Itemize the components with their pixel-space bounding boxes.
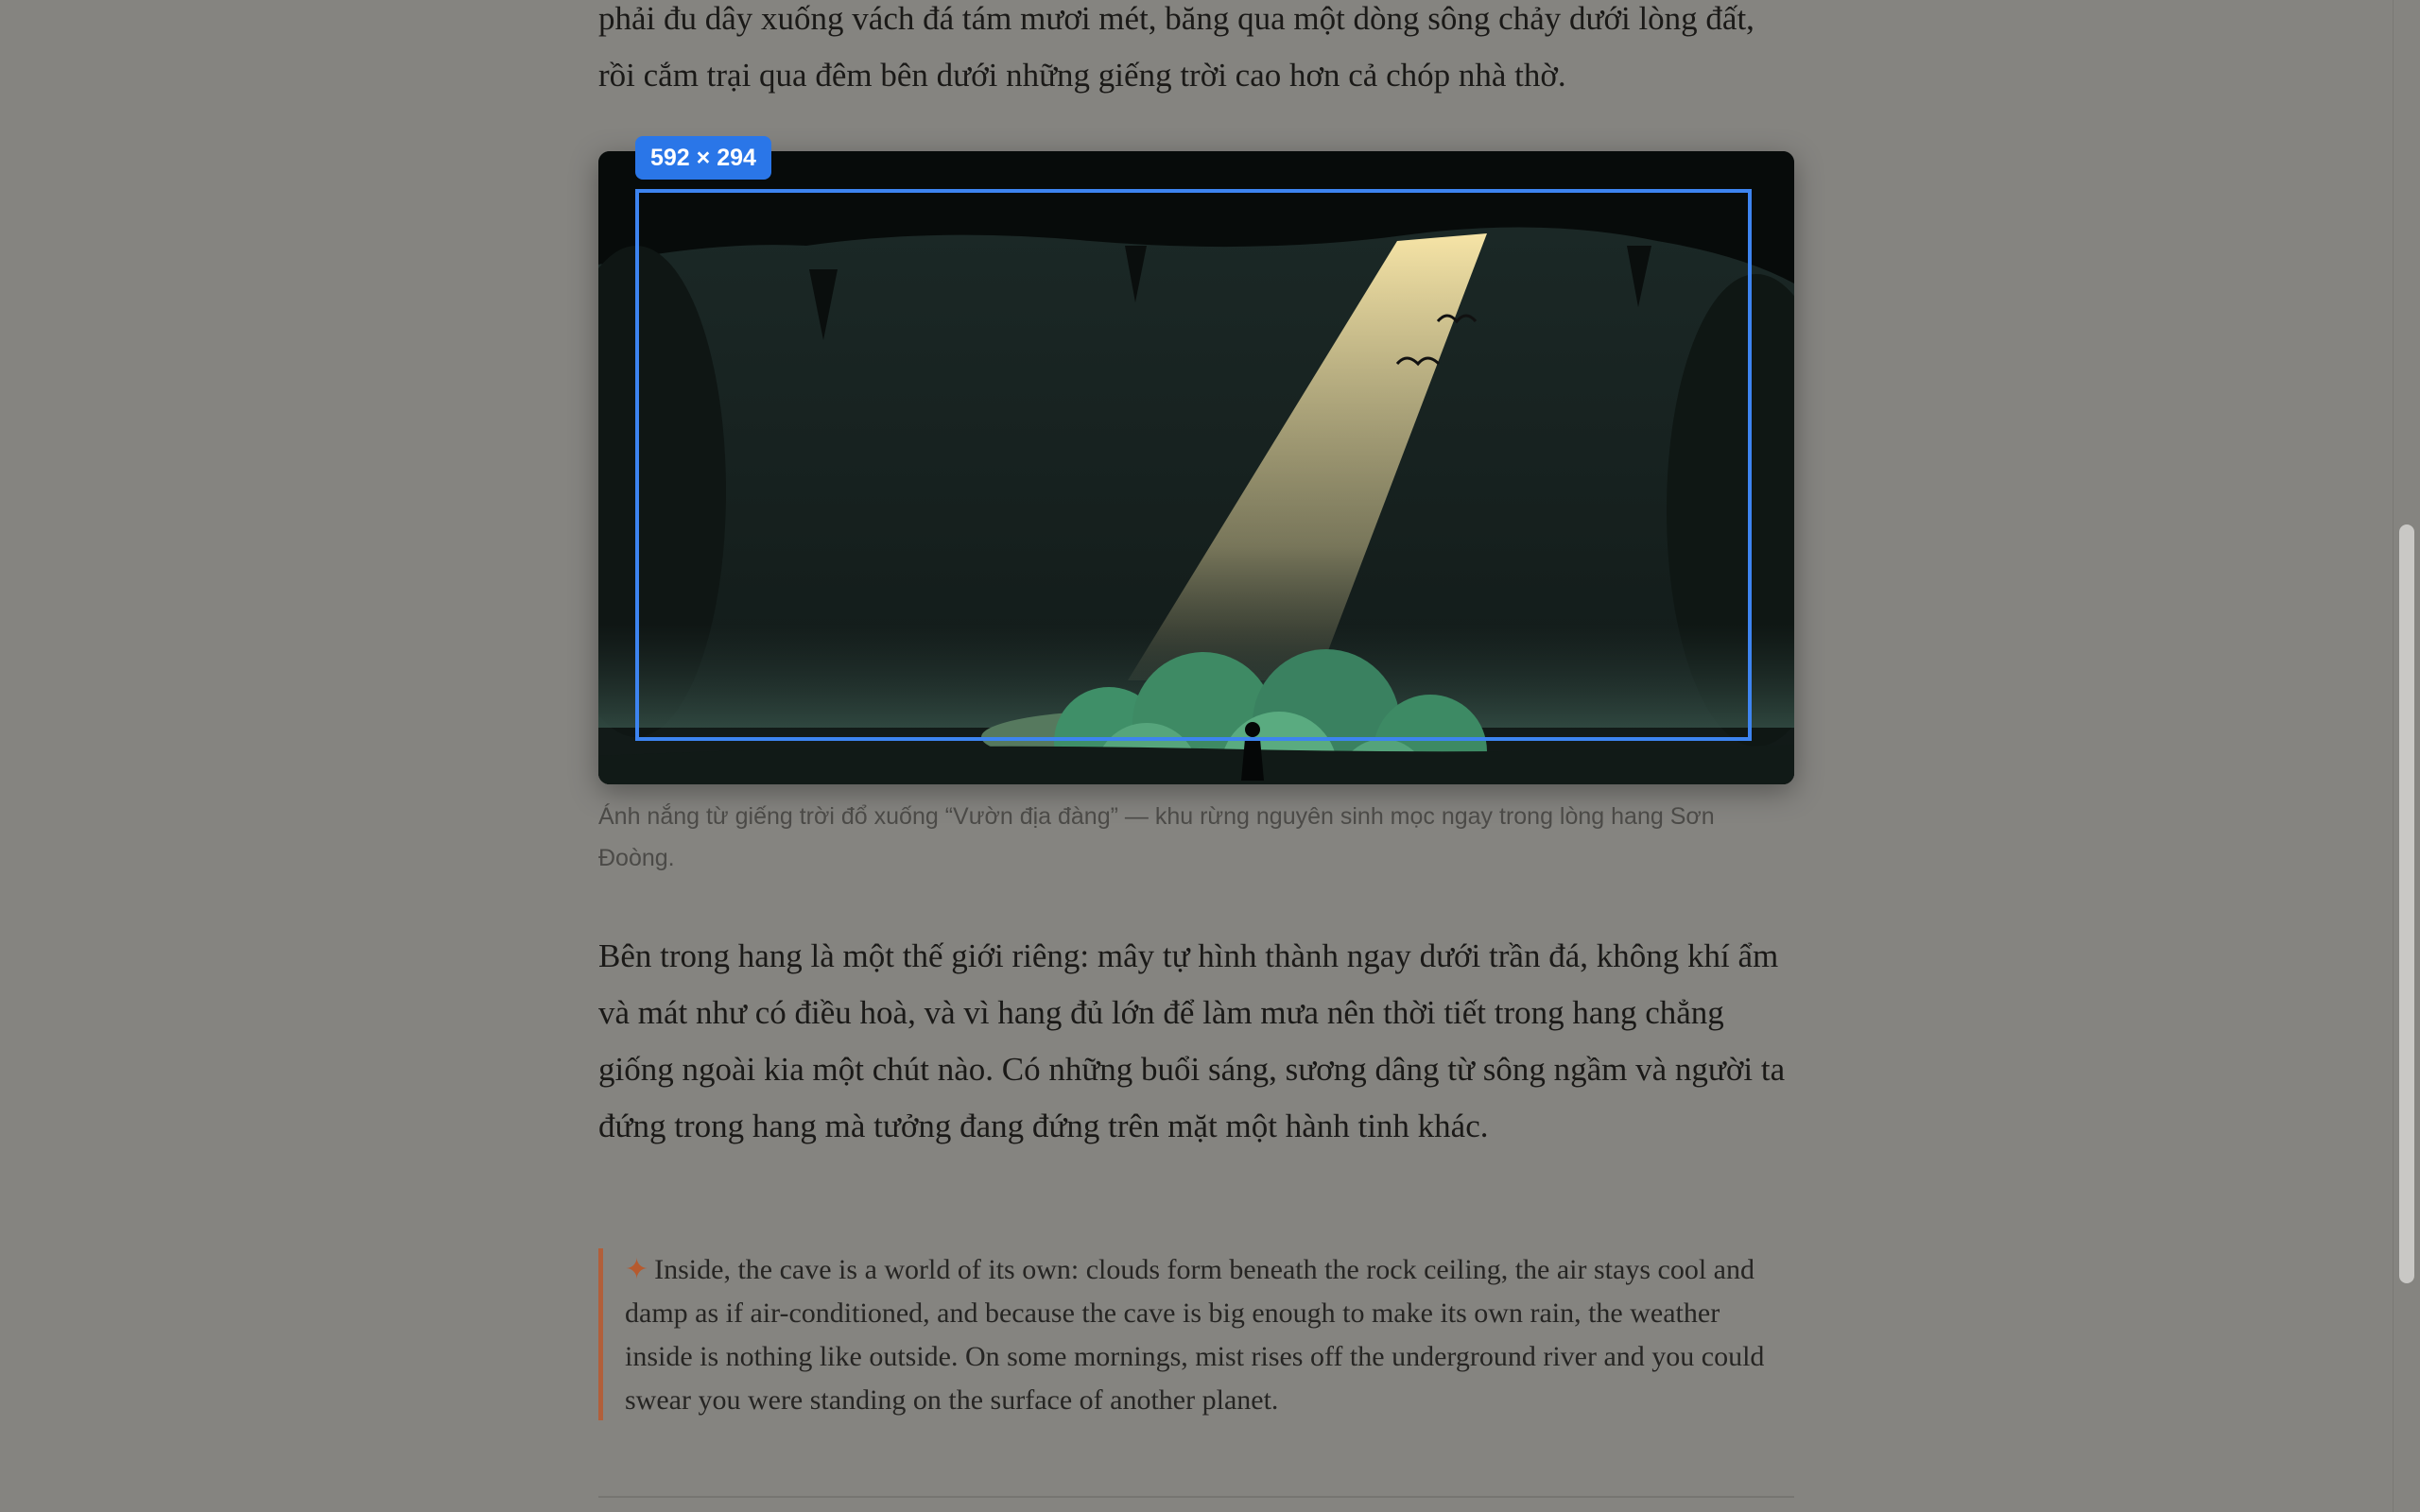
figure-caption: Ánh nắng từ giếng trời đổ xuống “Vườn địa đàng” — khu rừng nguyên sinh mọc ngay trong lòng hang Sơn Đoòng. xyxy=(598,803,1715,871)
translation-quote xyxy=(598,1248,1771,1420)
quote-text: Inside, the cave is a world of its own: clouds form beneath the rock ceiling, the air stays cool and damp as if air-conditioned, and because the cave is big enough to make its own rain, the weather inside is nothing like outside. On some mornings, mist rises off the underground river and you could swear you were standing on the surface of another planet. xyxy=(625,1254,1765,1416)
scrollbar-thumb[interactable] xyxy=(2399,524,2414,1283)
paragraph-body: Bên trong hang là một thế giới riêng: mây tự hình thành ngay dưới trần đá, không khí ẩm và mát như có điều hoà, và vì hang đủ lớn để làm mưa nên thời tiết trong hang chẳng giống ngoài kia một chút nào. Có những buổi sáng, sương dâng từ sông ngầm và người ta đứng trong hang mà tưởng đang đứng trên mặt một hành tinh khác. xyxy=(598,937,1786,1144)
scrollbar-track[interactable] xyxy=(2393,0,2420,1512)
paragraph-intro-end: phải đu dây xuống vách đá tám mươi mét, băng qua một dòng sông chảy dưới lòng đất, rồi cắm trại qua đêm bên dưới những giếng trời cao hơn cả chóp nhà thờ. xyxy=(598,0,1754,94)
sparkle-icon: ✦ xyxy=(625,1254,649,1285)
image-selection-box[interactable] xyxy=(635,189,1752,741)
quote-body xyxy=(625,1248,1771,1422)
cave-floor xyxy=(598,745,1794,784)
section-divider xyxy=(598,1496,1794,1498)
dimension-badge: 592 × 294 xyxy=(635,136,771,180)
